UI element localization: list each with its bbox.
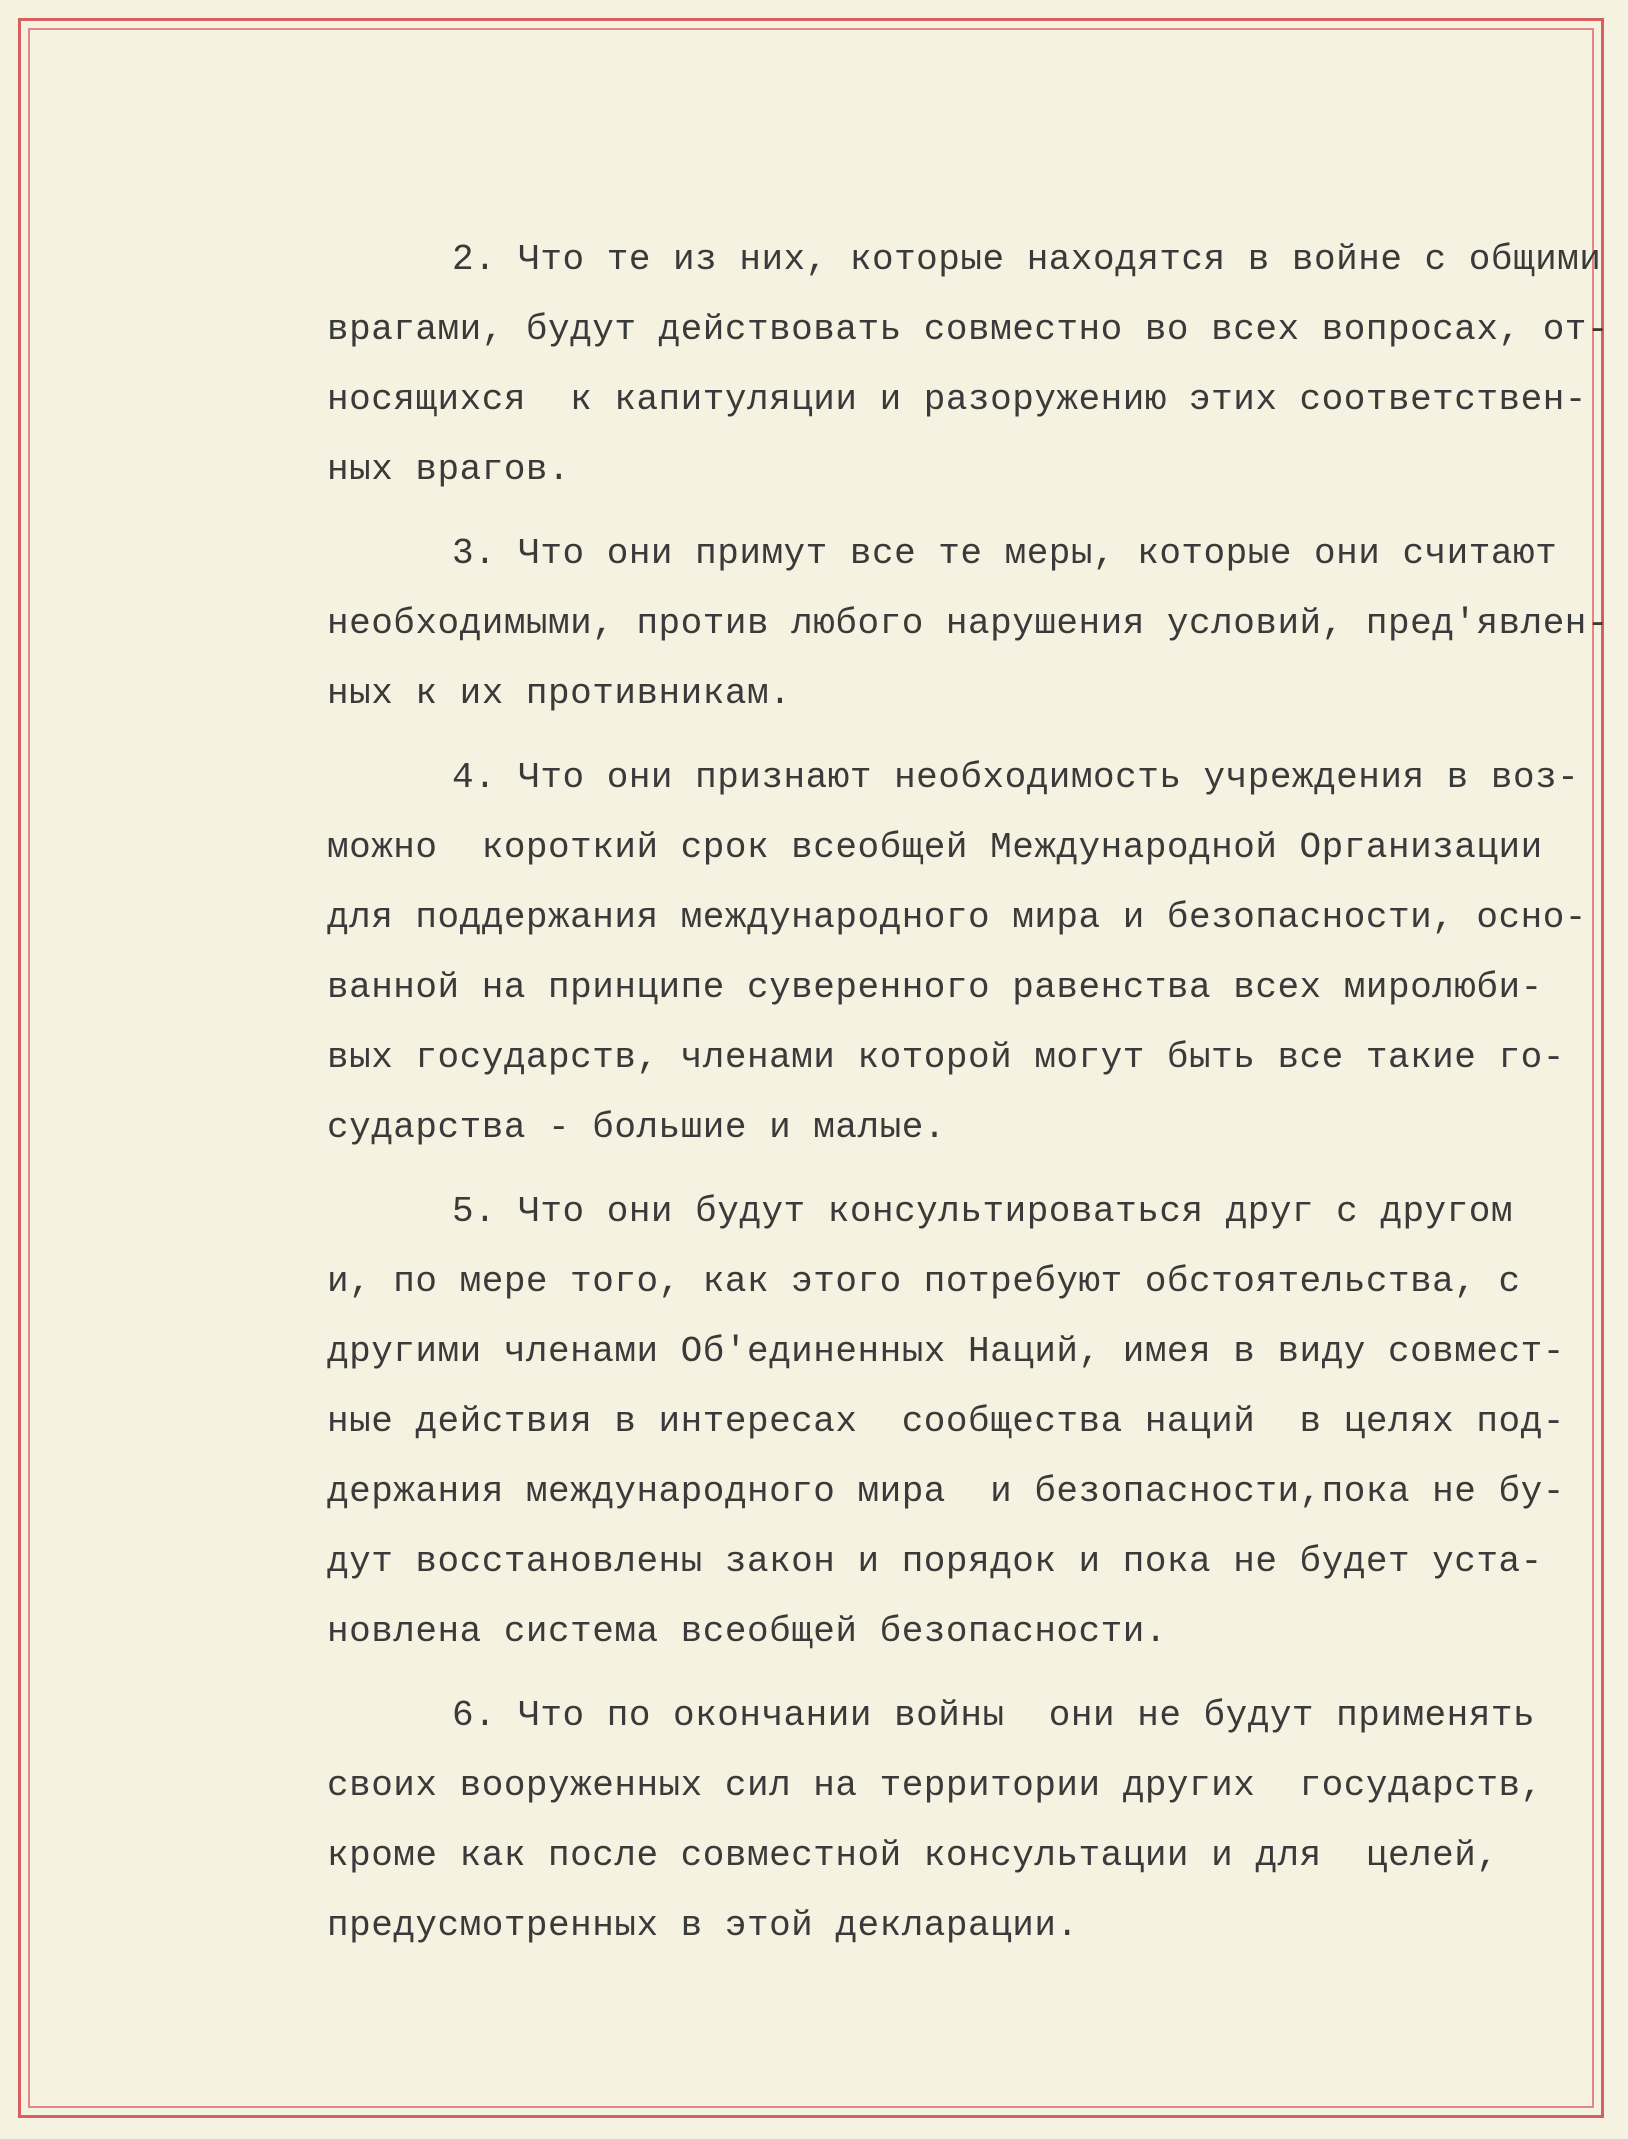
text-line: ных врагов. <box>327 449 571 490</box>
document-body <box>327 225 1610 1975</box>
text-line: необходимыми, против любого нарушения условий, пред'явлен- <box>327 603 1610 644</box>
text-line: и, по мере того, как этого потребуют обстоятельства, с <box>327 1261 1521 1302</box>
text-line: кроме как после совместной консультации и для целей, <box>327 1835 1499 1876</box>
text-line: сударства - большие и малые. <box>327 1107 946 1148</box>
text-line: другими членами Об'единенных Наций, имея в виду совмест- <box>327 1331 1565 1372</box>
text-line: 2. Что те из них, которые находятся в войне с общими <box>452 239 1602 280</box>
text-line: для поддержания международного мира и безопасности, осно- <box>327 897 1587 938</box>
paragraph-3 <box>327 519 1610 729</box>
text-line: можно короткий срок всеобщей Международной Организации <box>327 827 1543 868</box>
text-line: носящихся к капитуляции и разоружению этих соответствен- <box>327 379 1587 420</box>
text-line: ных к их противникам. <box>327 673 792 714</box>
paragraph-6 <box>327 1681 1543 1961</box>
paragraph-5 <box>327 1177 1565 1667</box>
text-line: своих вооруженных сил на территории других государств, <box>327 1765 1543 1806</box>
text-line: держания международного мира и безопасности,пока не бу- <box>327 1471 1565 1512</box>
paragraph-4 <box>327 743 1587 1163</box>
text-line: 3. Что они примут все те меры, которые они считают <box>452 533 1558 574</box>
text-line: ванной на принципе суверенного равенства всех миролюби- <box>327 967 1543 1008</box>
text-line: вых государств, членами которой могут быть все такие го- <box>327 1037 1565 1078</box>
text-line: врагами, будут действовать совместно во всех вопросах, от- <box>327 309 1610 350</box>
text-line: 4. Что они признают необходимость учреждения в воз- <box>452 757 1580 798</box>
text-line: ные действия в интересах сообщества наций в целях под- <box>327 1401 1565 1442</box>
text-line: дут восстановлены закон и порядок и пока не будет уста- <box>327 1541 1543 1582</box>
paragraph-2 <box>327 225 1610 505</box>
text-line: 5. Что они будут консультироваться друг с другом <box>452 1191 1513 1232</box>
text-line: новлена система всеобщей безопасности. <box>327 1611 1167 1652</box>
text-line: предусмотренных в этой декларации. <box>327 1905 1079 1946</box>
text-line: 6. Что по окончании войны они не будут применять <box>452 1695 1536 1736</box>
